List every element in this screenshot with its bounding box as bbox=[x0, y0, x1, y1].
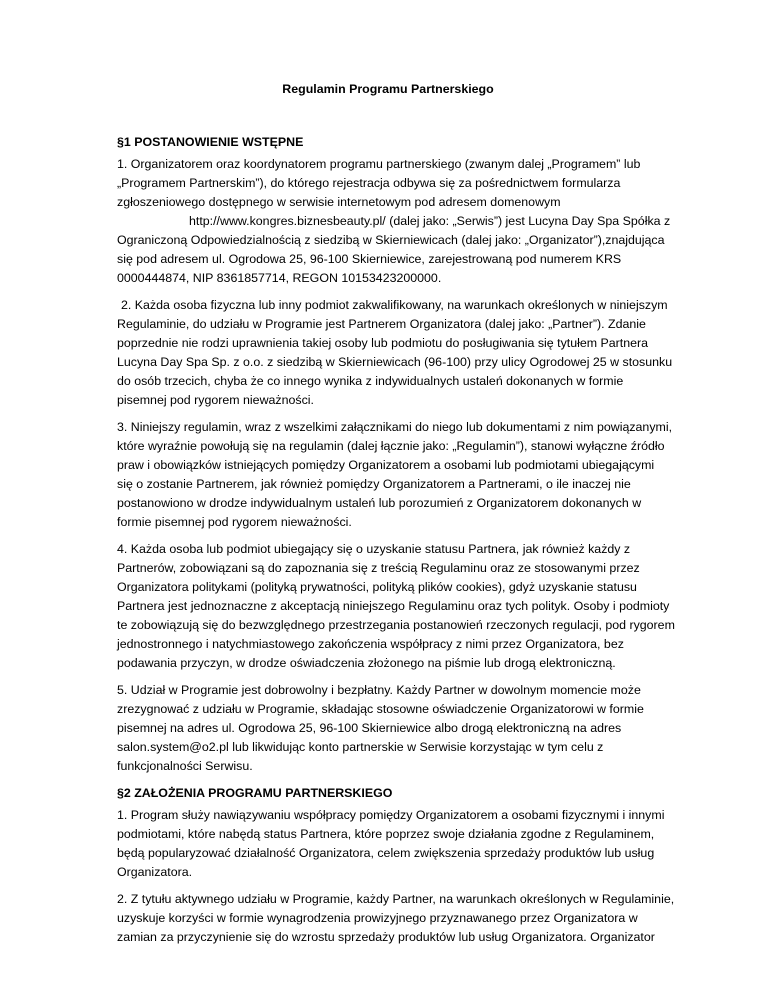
section-2-paragraph-1 bbox=[117, 806, 665, 882]
paragraph-line: Organizatora politykami (polityką prywatności, polityką plików cookies), gdyż uzyskanie statusu bbox=[117, 580, 637, 594]
section-1-paragraph-2 bbox=[117, 296, 673, 410]
paragraph-line: postanowiono w drodze indywidualnym ustaleń lub porozumień z Organizatorem dokonanych w bbox=[117, 496, 642, 510]
paragraph-line: się pod adresem ul. Ogrodowa 25, 96-100 Skierniewice, zarejestrowaną pod numerem KRS bbox=[117, 252, 622, 266]
paragraph-line: poprzednie nie rodzi uprawnienia takiej osoby lub podmiotu do posługiwania się tytułem Partnera bbox=[117, 336, 649, 350]
section-1-paragraph-5 bbox=[117, 681, 659, 776]
paragraph-line: 5. Udział w Programie jest dobrowolny i bezpłatny. Każdy Partner w dowolnym momencie może bbox=[117, 683, 641, 697]
paragraph-line: które wyraźnie powołują się na regulamin (dalej łącznie jako: „Regulamin”), stanowi wyłączne źródło bbox=[117, 439, 665, 453]
section-2-heading: §2 ZAŁOŻENIA PROGRAMU PARTNERSKIEGO bbox=[117, 786, 393, 800]
paragraph-line: podmiotami, które nabędą status Partnera, które poprzez swoje działania zgodne z Regulaminem, bbox=[117, 827, 655, 841]
paragraph-line: te zobowiązują się do bezwzględnego przestrzegania postanowień rzeczonych regulacji, pod rygorem bbox=[117, 618, 675, 632]
paragraph-line: salon.system@o2.pl lub likwidując konto partnerskie w Serwisie korzystając w tym celu z bbox=[117, 740, 604, 754]
paragraph-line: się o zostanie Partnerem, jak również pomiędzy Organizatorem a Partnerami, o ile inaczej nie bbox=[117, 477, 631, 491]
document-body bbox=[117, 78, 675, 955]
paragraph-line: praw i obowiązków istniejących pomiędzy Organizatorem a osobami lub podmiotami ubiegającymi bbox=[117, 458, 655, 472]
paragraph-line: pisemnej na adres ul. Ogrodowa 25, 96-100 Skierniewice albo drogą elektroniczną na adres bbox=[117, 721, 622, 735]
paragraph-line: 0000444874, NIP 8361857714, REGON 10153423200000. bbox=[117, 271, 442, 285]
paragraph-line: podawania przyczyn, w drodze oświadczenia złożonego na piśmie lub drogą elektroniczną. bbox=[117, 656, 616, 670]
paragraph-line: „Programem Partnerskim”), do którego rejestracja odbywa się za pośrednictwem formularza bbox=[117, 176, 621, 190]
paragraph-line: 2. Z tytułu aktywnego udziału w Programie, każdy Partner, na warunkach określonych w Regulaminie, bbox=[117, 892, 675, 906]
paragraph-line: zamian za przyczynienie się do wzrostu sprzedaży produktów lub usług Organizatora. Organizator bbox=[117, 930, 655, 944]
paragraph-line: 4. Każda osoba lub podmiot ubiegający się o uzyskanie statusu Partnera, jak również każdy z bbox=[117, 542, 631, 556]
paragraph-line: zrezygnować z udziału w Programie, składając stosowne oświadczenie Organizatorowi w formie bbox=[117, 702, 644, 716]
paragraph-line: uzyskuje korzyści w formie wynagrodzenia prowizyjnego przyznawanego przez Organizatora w bbox=[117, 911, 638, 925]
paragraph-line: pisemnej pod rygorem nieważności. bbox=[117, 393, 314, 407]
paragraph-line: 2. Każda osoba fizyczna lub inny podmiot zakwalifikowany, na warunkach określonych w niniejszym bbox=[121, 298, 668, 312]
serwis-url-line: http://www.kongres.biznesbeauty.pl/ (dalej jako: „Serwis”) jest Lucyna Day Spa Spółka z bbox=[189, 214, 671, 228]
section-2-paragraph-2 bbox=[117, 890, 675, 947]
paragraph-line: Partnera jest jednoznaczne z akceptacją niniejszego Regulaminu oraz tych polityk. Osoby i podmioty bbox=[117, 599, 670, 613]
paragraph-line: 3. Niniejszy regulamin, wraz z wszelkimi załącznikami do niego lub dokumentami z nim powiązanymi, bbox=[117, 420, 673, 434]
paragraph-line: formie pisemnej pod rygorem nieważności. bbox=[117, 515, 352, 529]
paragraph-line: Organizatora. bbox=[117, 865, 193, 879]
paragraph-line: Ograniczoną Odpowiedzialnością z siedzibą w Skierniewicach (dalej jako: „Organizator”),znajdująca bbox=[117, 233, 665, 247]
paragraph-line: będą popularyzować działalność Organizatora, celem zwiększenia sprzedaży produktów lub usług bbox=[117, 846, 655, 860]
paragraph-line: jednostronnego i natychmiastowego zakończenia współpracy z nimi przez Organizatora, bez bbox=[117, 637, 624, 651]
paragraph-line: do osób trzecich, chyba że co innego wynika z indywidualnych ustaleń dokonanych w formie bbox=[117, 374, 624, 388]
document-title: Regulamin Programu Partnerskiego bbox=[282, 82, 494, 96]
paragraph-line: Lucyna Day Spa Sp. z o.o. z siedzibą w Skierniewicach (96-100) przy ulicy Ogrodowej 25 w stosunku bbox=[117, 355, 673, 369]
paragraph-line: 1. Program służy nawiązywaniu współpracy pomiędzy Organizatorem a osobami fizycznymi i innymi bbox=[117, 808, 665, 822]
paragraph-line: 1. Organizatorem oraz koordynatorem programu partnerskiego (zwanym dalej „Programem” lub bbox=[117, 157, 641, 171]
section-1-heading: §1 POSTANOWIENIE WSTĘPNE bbox=[117, 135, 304, 149]
section-1-paragraph-3 bbox=[117, 418, 673, 532]
paragraph-line: Partnerów, zobowiązani są do zapoznania się z treścią Regulaminu oraz ze stosowanymi przez bbox=[117, 561, 640, 575]
paragraph-line: zgłoszeniowego dostępnego w serwisie internetowym pod adresem domenowym bbox=[117, 195, 561, 209]
section-1-paragraph-1 bbox=[117, 155, 671, 288]
paragraph-line: funkcjonalności Serwisu. bbox=[117, 759, 253, 773]
paragraph-line: Regulaminie, do udziału w Programie jest Partnerem Organizatora (dalej jako: „Partner”). Zdanie bbox=[117, 317, 646, 331]
section-1-paragraph-4 bbox=[117, 540, 675, 673]
